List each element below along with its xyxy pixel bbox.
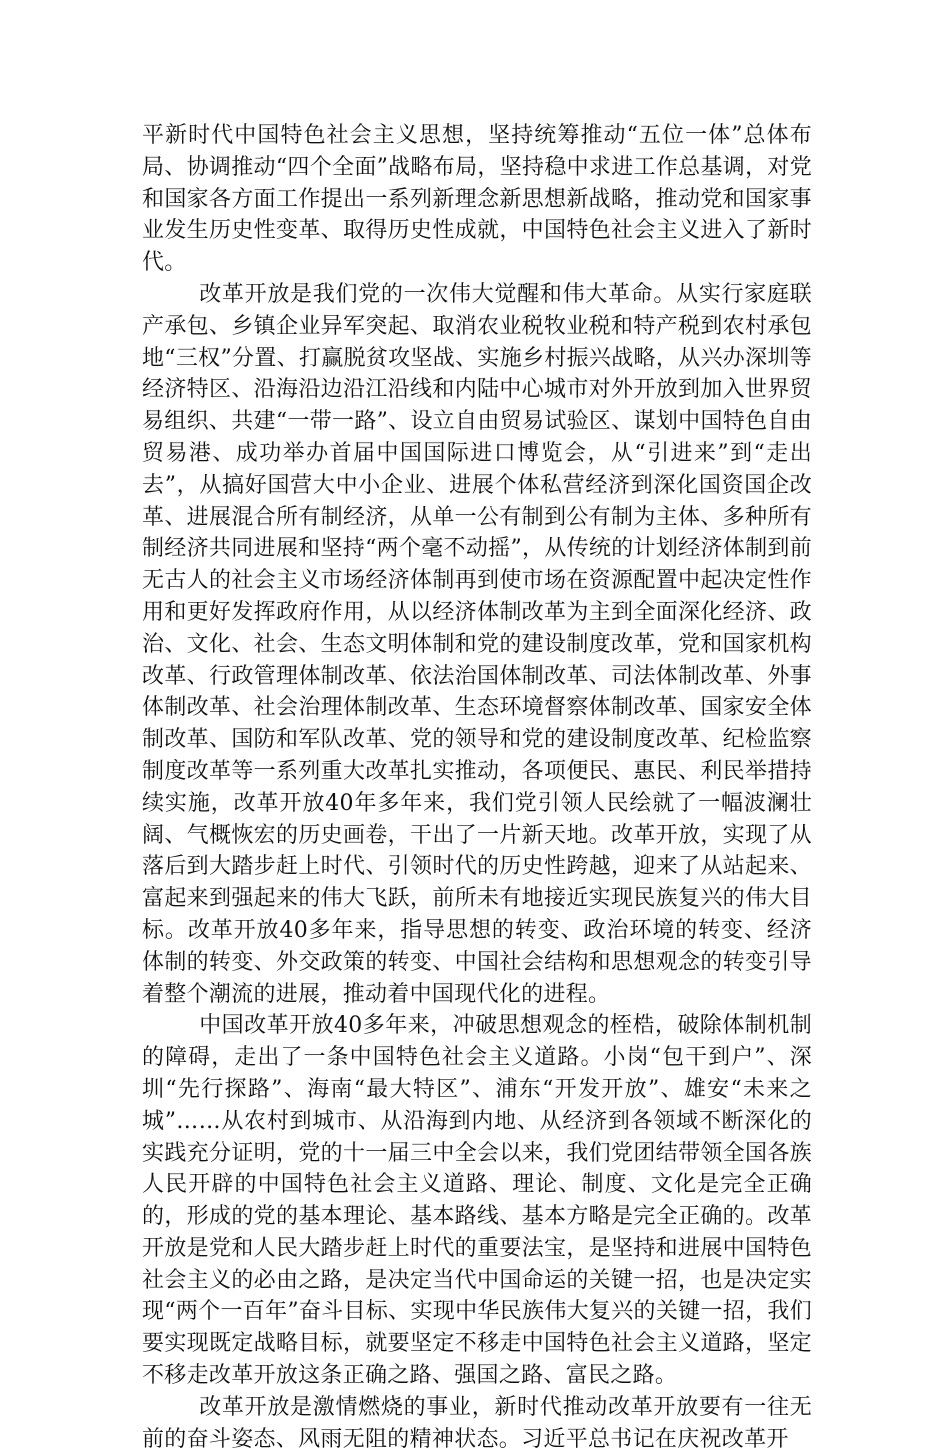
document-body <box>142 120 812 1455</box>
paragraph-3: 中国改革开放40多年来，冲破思想观念的桎梏，破除体制机制的障碍，走出了一条中国特色社会主义道路。小岗“包干到户”、深圳“先行探路”、海南“最大特区”、浦东“开发开放”、雄安“未来之城”……从农村到城市、从沿海到内地、从经济到各领域不断深化的实践充分证明，党的十一届三中全会以来，我们党团结带领全国各族人民开辟的中国特色社会主义道路、理论、制度、文化是完全正确的，形成的党的基本理论、基本路线、基本方略是完全正确的。改革开放是党和人民大踏步赶上时代的重要法宝，是坚持和进展中国特色社会主义的必由之路，是决定当代中国命运的关键一招，也是决定实现“两个一百年”奋斗目标、实现中华民族伟大复兴的关键一招，我们要实现既定战略目标，就要坚定不移走中国特色社会主义道路，坚定不移走改革开放这条正确之路、强国之路、富民之路。 <box>142 1013 812 1389</box>
paragraph-1: 平新时代中国特色社会主义思想，坚持统筹推动“五位一体”总体布局、协调推动“四个全面”战略布局，坚持稳中求进工作总基调，对党和国家各方面工作提出一系列新理念新思想新战略，推动党和国家事业发生历史性变革、取得历史性成就，中国特色社会主义进入了新时代。 <box>142 123 812 276</box>
paragraph-4: 改革开放是激情燃烧的事业，新时代推动改革开放要有一往无前的奋斗姿态、风雨无阻的精神状态。习近平总书记在庆祝改革开 <box>142 1394 812 1452</box>
paragraph-2: 改革开放是我们党的一次伟大觉醒和伟大革命。从实行家庭联产承包、乡镇企业异军突起、取消农业税牧业税和特产税到农村承包地“三权”分置、打赢脱贫攻坚战、实施乡村振兴战略，从兴办深圳等经济特区、沿海沿边沿江沿线和内陆中心城市对外开放到加入世界贸易组织、共建“一带一路”、设立自由贸易试验区、谋划中国特色自由贸易港、成功举办首届中国国际进口博览会，从“引进来”到“走出去”，从搞好国营大中小企业、进展个体私营经济到深化国资国企改革、进展混合所有制经济，从单一公有制到公有制为主体、多种所有制经济共同进展和坚持“两个毫不动摇”，从传统的计划经济体制到前无古人的社会主义市场经济体制再到使市场在资源配置中起决定性作用和更好发挥政府作用，从以经济体制改革为主到全面深化经济、政治、文化、社会、生态文明体制和党的建设制度改革，党和国家机构改革、行政管理体制改革、依法治国体制改革、司法体制改革、外事体制改革、社会治理体制改革、生态环境督察体制改革、国家安全体制改革、国防和军队改革、党的领导和党的建设制度改革、纪检监察制度改革等一系列重大改革扎实推动，各项便民、惠民、利民举措持续实施，改革开放40年多年来，我们党引领人民绘就了一幅波澜壮阔、气概恢宏的历史画卷，干出了一片新天地。改革开放，实现了从落后到大踏步赶上时代、引领时代的历史性跨越，迎来了从站起来、富起来到强起来的伟大飞跃，前所未有地接近实现民族复兴的伟大目标。改革开放40多年来，指导思想的转变、政治环境的转变、经济体制的转变、外交政策的转变、中国社会结构和思想观念的转变引导着整个潮流的进展，推动着中国现代化的进程。 <box>142 281 812 1007</box>
